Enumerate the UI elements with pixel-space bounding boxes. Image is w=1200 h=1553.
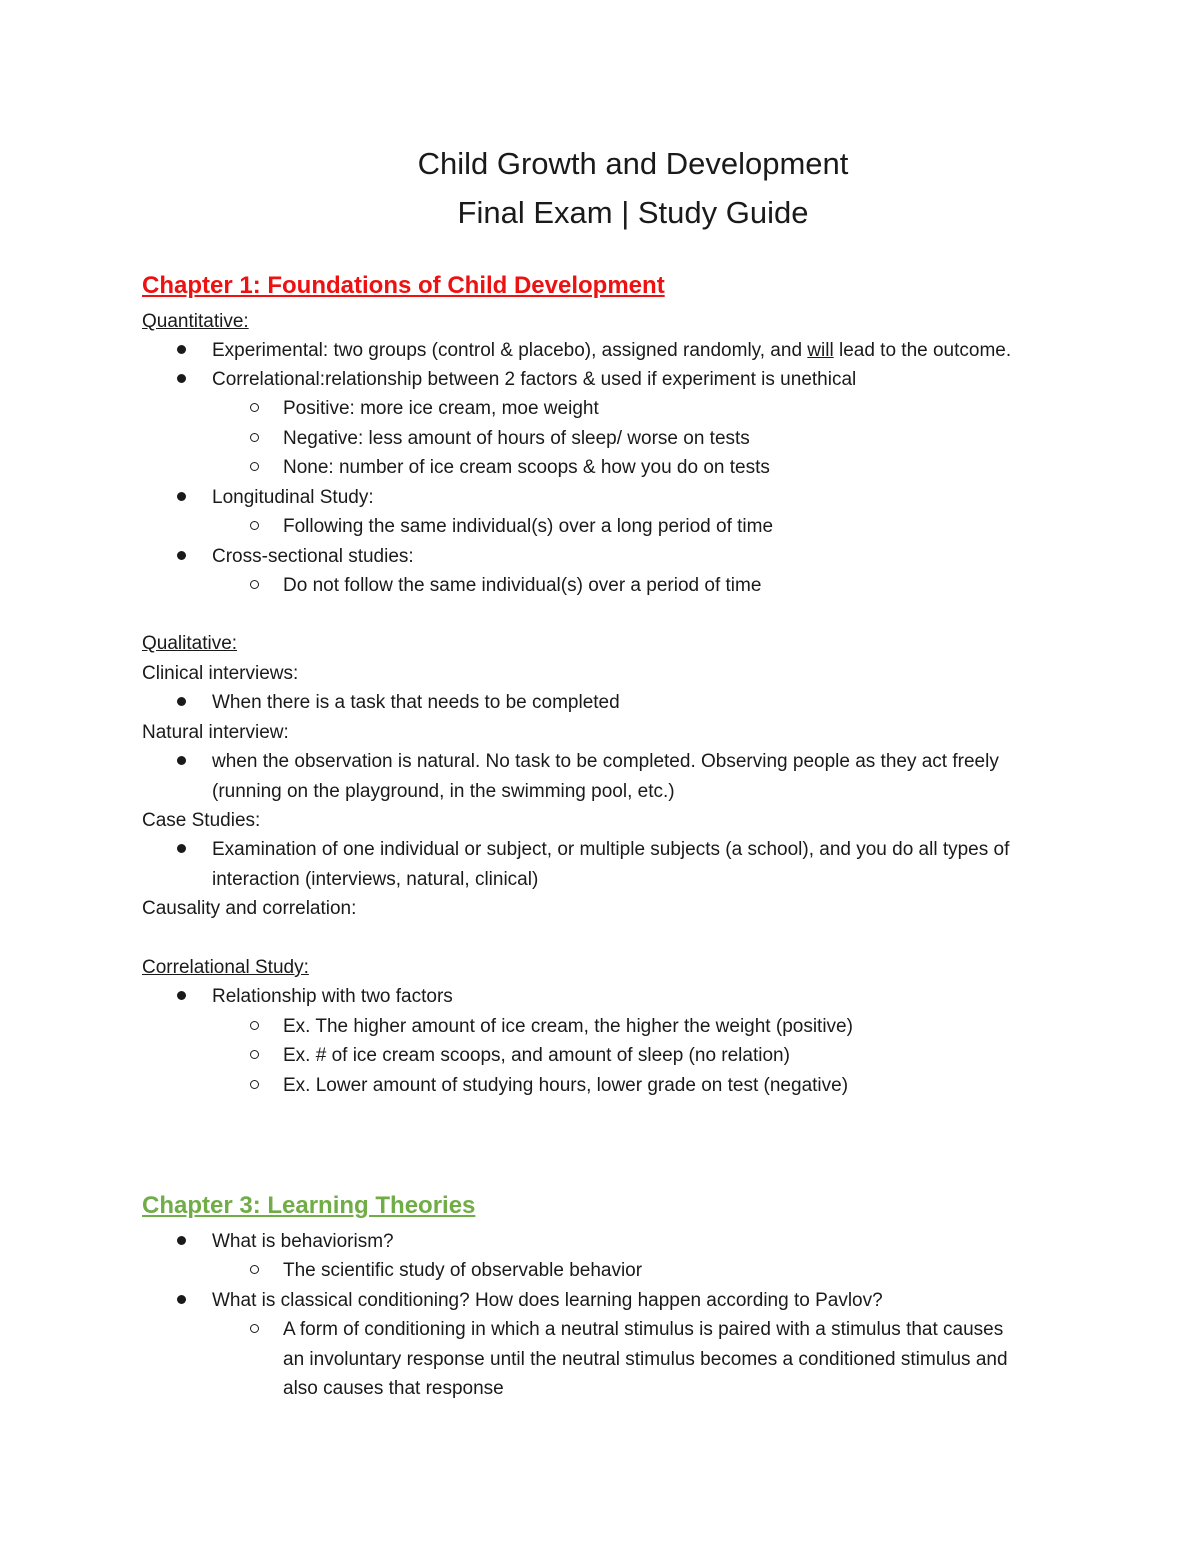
sublist-item-ex3: Ex. Lower amount of studying hours, lower grade on test (negative) — [283, 1075, 849, 1096]
list-item-natural-line1: when the observation is natural. No task to be completed. Observing people as they act freely — [212, 751, 999, 772]
causality-label: Causality and correlation: — [142, 898, 357, 919]
document-title: Child Growth and Development — [417, 146, 849, 181]
document-subtitle: Final Exam | Study Guide — [457, 195, 809, 230]
natural-interview-label: Natural interview: — [142, 722, 289, 743]
circle-bullet-icon — [250, 1265, 259, 1274]
quantitative-label: Quantitative: — [142, 311, 249, 332]
list-item-natural-line2: (running on the playground, in the swimming pool, etc.) — [212, 781, 675, 802]
bullet-icon — [177, 756, 186, 765]
sublist-item-longitudinal: Following the same individual(s) over a long period of time — [283, 516, 774, 537]
circle-bullet-icon — [250, 521, 259, 530]
list-item-relationship: Relationship with two factors — [212, 986, 453, 1007]
sublist-item-classical-line1: A form of conditioning in which a neutral stimulus is paired with a stimulus that causes — [283, 1319, 1004, 1340]
circle-bullet-icon — [250, 580, 259, 589]
qualitative-label: Qualitative: — [142, 633, 238, 654]
circle-bullet-icon — [250, 1324, 259, 1333]
list-item-correlational: Correlational:relationship between 2 factors & used if experiment is unethical — [212, 369, 857, 390]
bullet-icon — [177, 492, 186, 501]
list-item-case-line2: interaction (interviews, natural, clinical) — [212, 869, 539, 890]
case-studies-label: Case Studies: — [142, 810, 261, 831]
circle-bullet-icon — [250, 433, 259, 442]
bullet-icon — [177, 551, 186, 560]
sublist-item-none: None: number of ice cream scoops & how you do on tests — [283, 457, 770, 478]
bullet-icon — [177, 697, 186, 706]
bullet-icon — [177, 1236, 186, 1245]
chapter-3-heading: Chapter 3: Learning Theories — [142, 1192, 476, 1219]
sublist-item-negative: Negative: less amount of hours of sleep/ worse on tests — [283, 428, 750, 449]
sublist-item-ex1: Ex. The higher amount of ice cream, the higher the weight (positive) — [283, 1016, 853, 1037]
bullet-icon — [177, 844, 186, 853]
sublist-item-cross-sectional: Do not follow the same individual(s) over a period of time — [283, 575, 762, 596]
list-item-behaviorism-question: What is behaviorism? — [212, 1231, 394, 1252]
bullet-icon — [177, 374, 186, 383]
bullet-icon — [177, 1295, 186, 1304]
circle-bullet-icon — [250, 462, 259, 471]
list-item-experimental: Experimental: two groups (control & placebo), assigned randomly, and will lead to the outcome. — [212, 340, 1012, 361]
list-item-case-line1: Examination of one individual or subject, or multiple subjects (a school), and you do all types of — [212, 839, 1010, 860]
circle-bullet-icon — [250, 1080, 259, 1089]
chapter-1-heading: Chapter 1: Foundations of Child Development — [142, 272, 665, 299]
sublist-item-behaviorism-answer: The scientific study of observable behavior — [283, 1260, 643, 1281]
correlational-study-label: Correlational Study: — [142, 957, 309, 978]
list-item-cross-sectional: Cross-sectional studies: — [212, 546, 414, 567]
sublist-item-classical-line3: also causes that response — [283, 1378, 504, 1399]
sublist-item-ex2: Ex. # of ice cream scoops, and amount of sleep (no relation) — [283, 1045, 790, 1066]
circle-bullet-icon — [250, 1050, 259, 1059]
circle-bullet-icon — [250, 1021, 259, 1030]
bullet-icon — [177, 991, 186, 1000]
circle-bullet-icon — [250, 403, 259, 412]
sublist-item-classical-line2: an involuntary response until the neutral stimulus becomes a conditioned stimulus and — [283, 1349, 1008, 1370]
clinical-interviews-label: Clinical interviews: — [142, 663, 299, 684]
list-item-classical-question: What is classical conditioning? How does learning happen according to Pavlov? — [212, 1290, 883, 1311]
sublist-item-positive: Positive: more ice cream, moe weight — [283, 398, 599, 419]
list-item-longitudinal: Longitudinal Study: — [212, 487, 374, 508]
list-item-clinical: When there is a task that needs to be completed — [212, 692, 620, 713]
bullet-icon — [177, 345, 186, 354]
